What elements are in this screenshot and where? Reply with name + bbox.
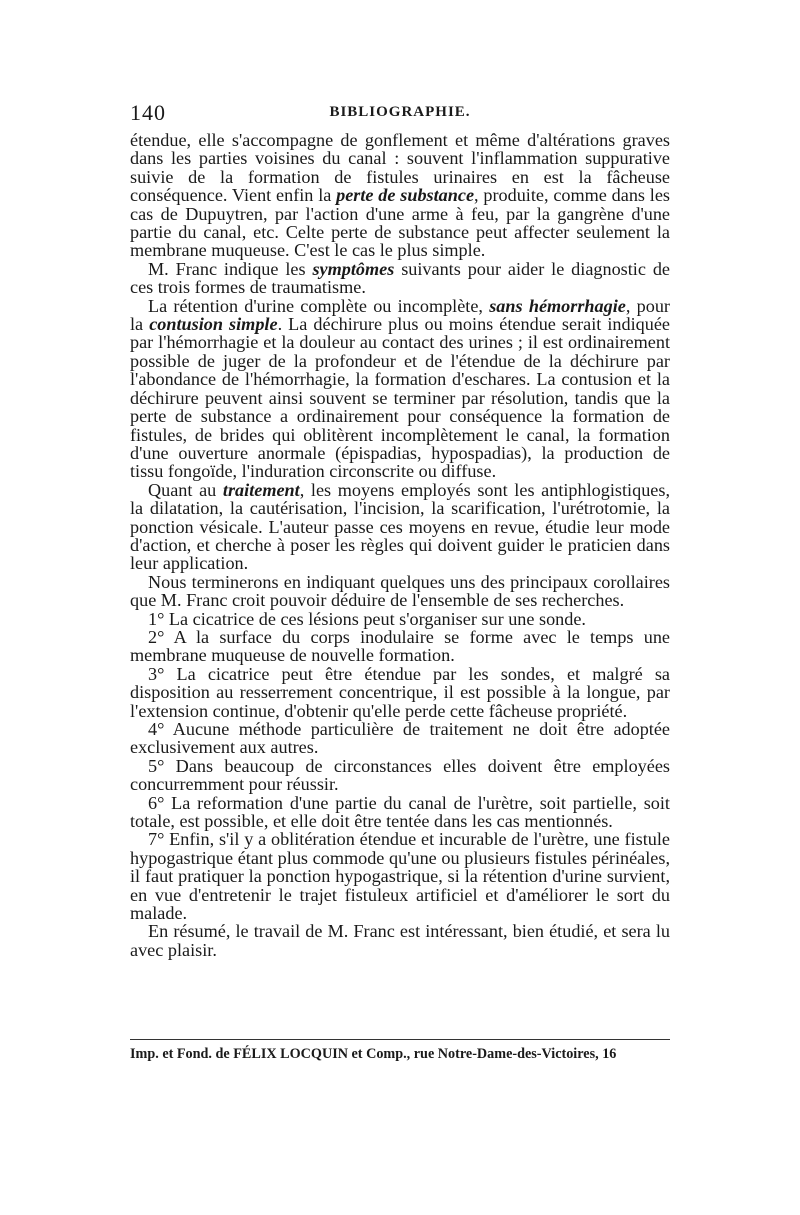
text-run: étendue, elle s'accompagne de gonflement et même d'altérations graves dans les parties voisines du canal : souvent l'inflammation suppurative suivie de la formation de fistules urinaires en est la fâcheuse conséquence. Vient enfin la (130, 130, 670, 206)
paragraph (130, 131, 670, 260)
paragraph (130, 628, 670, 665)
paragraph (130, 922, 670, 959)
paragraph (130, 757, 670, 794)
text-run: 6° La reformation d'une partie du canal de l'urètre, soit partielle, soit totale, est possible, et elle doit être tentée dans les cas mentionnés. (130, 792, 670, 832)
text-run: 2° A la surface du corps inodulaire se forme avec le temps une membrane muqueuse de nouvelle formation. (130, 626, 670, 666)
text-run: 5° Dans beaucoup de circonstances elles doivent être employées concurremment pour réussir. (130, 755, 670, 795)
text-run: , produite, comme dans les cas de Dupuytren, par l'action d'une arme à feu, par la gangrène d'une partie du canal, etc. Celte perte de substance peut affecter seulement la membrane muqueuse. C'est le cas le plus simple. (130, 185, 670, 261)
text-run: M. Franc indique les (148, 258, 313, 279)
paragraph (130, 794, 670, 831)
paragraph (130, 610, 670, 628)
paragraph (130, 260, 670, 297)
text-run: , pour la (130, 295, 670, 335)
paragraph (130, 665, 670, 720)
text-run: En résumé, le travail de M. Franc est intéressant, bien étudié, et sera lu avec plaisir. (130, 921, 670, 960)
paragraph (130, 481, 670, 573)
italic-phrase: symptômes (312, 258, 395, 279)
text-run: La rétention d'urine complète ou incomplète, (148, 295, 490, 316)
text-run: 3° La cicatrice peut être étendue par les sondes, et malgré sa disposition au resserrement concentrique, il est possible à la longue, par l'extension continue, d'obtenir qu'elle perde cette fâcheuse propriété. (130, 663, 670, 721)
page-header (130, 100, 670, 130)
running-title: BIBLIOGRAPHIE. (329, 104, 471, 120)
text-run: 4° Aucune méthode particulière de traitement ne doit être adoptée exclusivement aux autres. (130, 719, 670, 758)
text-run: . La déchirure plus ou moins étendue serait indiquée par l'hémorrhagie et la douleur au contact des urines ; il est ordinairement possible de juger de la profondeur et de l'étendue de la déchirure par l'abondance de l'hémorrhagie, la formation d'eschares. La contusion et la déchirure peuvent ainsi souvent se terminer par résolution, tandis que la perte de substance a ordinairement pour conséquence la formation de fistules, de brides qui oblitèrent incomplètement le canal, la formation d'une ouverture anormale (épispadias, hypospadias), la production de tissu fongoïde, l'induration circonscrite ou diffuse. (130, 314, 670, 482)
paragraph (130, 720, 670, 757)
text-run: Nous terminerons en indiquant quelques uns des principaux corollaires que M. Franc croit pouvoir déduire de l'ensemble de ses recherches. (130, 571, 670, 611)
text-run: suivants pour aider le diagnostic de ces trois formes de traumatisme. (130, 258, 670, 298)
italic-phrase: contusion simple (149, 314, 278, 335)
paragraph (130, 297, 670, 481)
body-text (130, 131, 670, 959)
text-run: 1° La cicatrice de ces lésions peut s'organiser sur une sonde. (148, 608, 586, 629)
paragraph (130, 573, 670, 610)
printer-imprint: Imp. et Fond. de FÉLIX LOCQUIN et Comp., rue Notre-Dame-des-Victoires, 16 (130, 1046, 617, 1062)
italic-phrase: perte de substance (336, 185, 475, 206)
text-run: , les moyens employés sont les antiphlogistiques, la dilatation, la cautérisation, l'incision, la scarification, l'urétrotomie, la ponction vésicale. L'auteur passe ces moyens en revue, étudie leur mode d'action, et cherche à poser les règles qui doivent guider le praticien dans leur application. (130, 479, 670, 574)
text-run: 7° Enfin, s'il y a oblitération étendue et incurable de l'urètre, une fistule hypogastrique étant plus commode qu'une ou plusieurs fistules périnéales, il faut pratiquer la ponction hypogastrique, si la rétention d'urine survient, en vue d'entretenir le trajet fistuleux artificiel et d'améliorer le sort du malade. (130, 829, 670, 924)
page-number: 140 (130, 100, 166, 125)
text-run: Quant au (148, 479, 223, 500)
italic-phrase: sans hémorrhagie (489, 295, 626, 316)
footer-rule (130, 1039, 670, 1040)
italic-phrase: traitement (222, 479, 300, 500)
paragraph (130, 830, 670, 922)
